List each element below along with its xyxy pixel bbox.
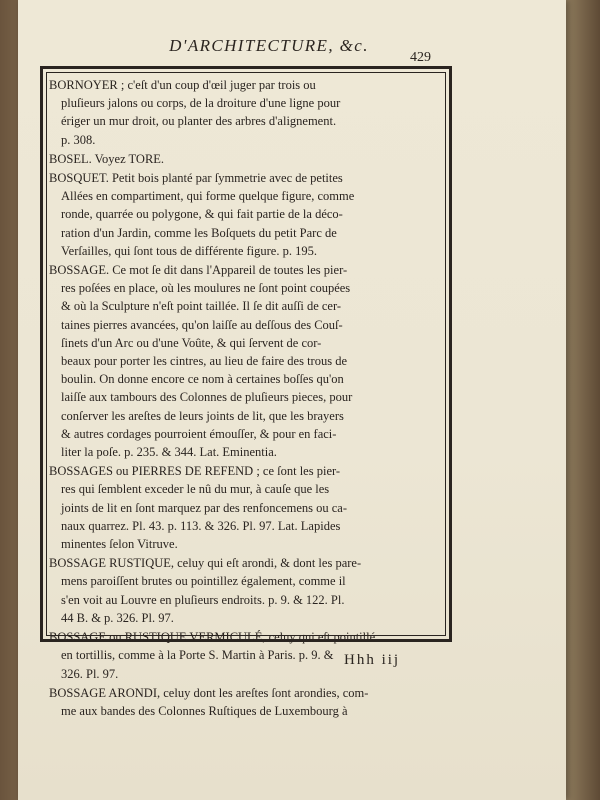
running-head: D'ARCHITECTURE, &c. bbox=[169, 36, 369, 55]
entry-line: ériger un mur droit, ou planter des arbres d'alignement. bbox=[61, 114, 337, 129]
entry-line: en tortillis, comme à la Porte S. Martin à Paris. p. 9. & bbox=[61, 648, 334, 663]
entry-line: Verſailles, qui ſont tous de différente figure. p. 195. bbox=[61, 243, 317, 258]
entry-line: laiſſe aux tambours des Colonnes de pluſieurs pieces, pour bbox=[61, 390, 353, 405]
page-number: 429 bbox=[410, 50, 431, 65]
entry-line: & où la Sculpture n'eſt point taillée. Il ſe dit auſſi de cer- bbox=[61, 299, 342, 314]
entry-line: beaux pour porter les cintres, au lieu de faire des trous de bbox=[61, 354, 348, 369]
entry-line: BOSSAGE ou RUSTIQUE VERMICULÉ, celuy qui eſt pointillé bbox=[49, 630, 376, 645]
entry-line: pluſieurs jalons ou corps, de la droiture d'une ligne pour bbox=[61, 96, 341, 111]
glossary-entry bbox=[49, 76, 437, 149]
glossary-entry bbox=[49, 684, 437, 720]
glossary-entry bbox=[49, 169, 437, 260]
glossary-entry bbox=[49, 462, 437, 553]
entry-line: conſerver les areſtes de leurs joints de lit, que les brayers bbox=[61, 408, 344, 423]
entry-line: p. 308. bbox=[61, 132, 96, 147]
entry-line: BOSSAGE. Ce mot ſe dit dans l'Appareil de toutes les pier- bbox=[49, 263, 348, 278]
glossary-entry bbox=[49, 554, 437, 627]
entry-line: s'en voit au Louvre en pluſieurs endroits. p. 9. & 122. Pl. bbox=[61, 592, 345, 607]
book-page bbox=[18, 0, 566, 800]
entry-line: ronde, quarrée ou polygone, & qui fait partie de la déco- bbox=[61, 207, 343, 222]
entry-line: me aux bandes des Colonnes Ruſtiques de Luxembourg à bbox=[61, 703, 348, 718]
entry-line: res poſées en place, où les moulures ne ſont point coupées bbox=[61, 281, 351, 296]
entry-line: Allées en compartiment, qui forme quelque figure, comme bbox=[61, 189, 355, 204]
entry-line: taines pierres avancées, qu'on laiſſe au deſſous des Couſ- bbox=[61, 317, 343, 332]
entry-line: BOSSAGE RUSTIQUE, celuy qui eſt arondi, & dont les pare- bbox=[49, 556, 362, 571]
glossary-entry bbox=[49, 150, 437, 168]
entry-line: res qui ſemblent exceder le nû du mur, à cauſe que les bbox=[61, 482, 330, 497]
entry-line: ration d'un Jardin, comme les Boſquets du petit Parc de bbox=[61, 225, 337, 240]
entry-line: 44 B. & p. 326. Pl. 97. bbox=[61, 610, 174, 625]
entry-line: & autres cordages pourroient émouſſer, & pour en faci- bbox=[61, 426, 337, 441]
entry-line: BOSQUET. Petit bois planté par ſymmetrie avec de petites bbox=[49, 171, 343, 186]
entry-line: mens paroiſſent brutes ou pointillez également, comme il bbox=[61, 574, 346, 589]
entry-line: BOSEL. Voyez TORE. bbox=[49, 151, 165, 166]
entry-line: minentes ſelon Vitruve. bbox=[61, 537, 178, 552]
entry-line: boulin. On donne encore ce nom à certaines boſſes qu'on bbox=[61, 372, 344, 387]
glossary-entry bbox=[49, 261, 437, 461]
glossary-entries bbox=[49, 76, 437, 721]
entry-line: naux quarrez. Pl. 43. p. 113. & 326. Pl. 97. Lat. Lapides bbox=[61, 518, 341, 533]
entry-line: liter la poſe. p. 235. & 344. Lat. Eminentia. bbox=[61, 445, 277, 460]
signature-mark: Hhh iij bbox=[344, 652, 401, 668]
entry-line: BOSSAGE ARONDI, celuy dont les areſtes ſont arondies, com- bbox=[49, 685, 369, 700]
entry-line: 326. Pl. 97. bbox=[61, 666, 119, 681]
entry-line: BOSSAGES ou PIERRES DE REFEND ; ce ſont les pier- bbox=[49, 464, 341, 479]
entry-line: joints de lit en ſont marquez par des renfoncemens ou ca- bbox=[61, 500, 348, 515]
entry-line: ſinets d'un Arc ou d'une Voûte, & qui ſervent de cor- bbox=[61, 335, 322, 350]
entry-line: BORNOYER ; c'eſt d'un coup d'œil juger par trois ou bbox=[49, 78, 316, 92]
